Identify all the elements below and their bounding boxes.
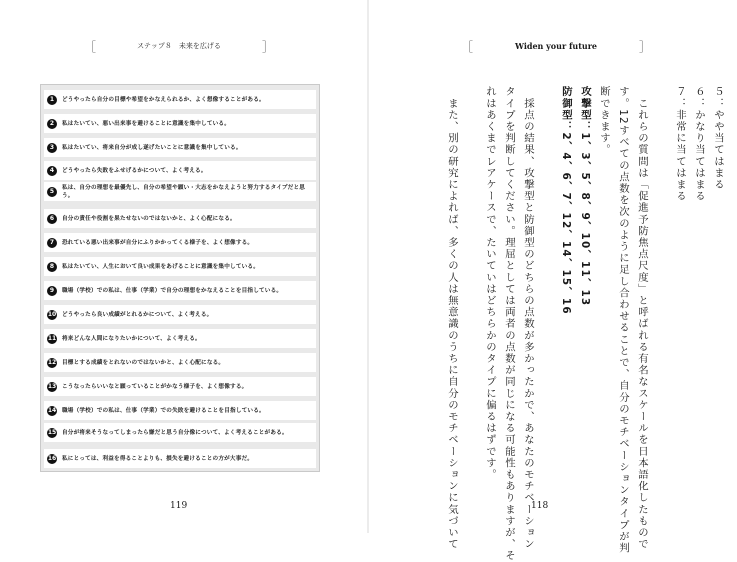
right-page	[369, 0, 737, 562]
question-text: どうやったら良い成績がとれるかについて、よく考える。	[62, 311, 213, 318]
question-item	[44, 377, 316, 396]
question-item	[44, 449, 316, 468]
text-column: 採点の結果、攻撃型と防御型のどちらの点数が多かったかで、あなたのモチベーション	[522, 86, 534, 550]
question-item	[44, 281, 316, 300]
question-number-badge: 2	[47, 119, 57, 129]
question-number-badge: 3	[47, 143, 57, 153]
text-column: す。12すべての点数を次のように足し合わせることで、自分のモチベーションタイプが判	[617, 86, 629, 555]
question-text: 自分の責任や役割を果たせないのではないかと、よく心配になる。	[62, 215, 236, 222]
right-page-number: 118	[531, 501, 549, 511]
left-page-number: 119	[170, 501, 188, 511]
question-number-badge: 9	[47, 286, 57, 296]
question-text: 私はたいてい、人生において良い成果をあげることに意識を集中している。	[62, 263, 259, 270]
question-item	[44, 423, 316, 442]
question-number-badge: 11	[47, 335, 57, 342]
left-header-title: ステップ８ 未来を広げる	[137, 42, 221, 50]
header-bracket-open: ［	[461, 39, 474, 54]
question-item	[44, 182, 316, 201]
question-number-badge: 14	[47, 407, 57, 414]
right-header-title: Widen your future	[514, 41, 598, 51]
question-text: どうやったら失敗をふせげるかについて、よく考える。	[62, 167, 207, 174]
text-column: れはあくまでレアケースで、たいていはどちらかのタイプに偏るはずです。	[484, 86, 496, 481]
question-item	[44, 209, 316, 228]
left-page-header	[84, 38, 274, 54]
right-page-header	[461, 38, 651, 54]
question-text: 自分が将来そうなってしまったら嫌だと思う自分像について、よく考えることがある。	[62, 429, 288, 436]
text-column: これらの質問は「促進予防焦点尺度」と呼ばれる有名なスケールを日本語化したもので	[636, 86, 648, 550]
question-number-badge: 7	[47, 238, 57, 248]
header-bracket-open: ［	[84, 39, 97, 54]
text-column: 攻撃型：1、3、5、8、9、10、11、13	[579, 86, 591, 307]
text-column: ７：非常に当てはまる	[674, 86, 686, 202]
question-item	[44, 353, 316, 372]
question-text: 私にとっては、利益を得ることよりも、損失を避けることの方が大事だ。	[62, 455, 254, 462]
question-list	[40, 84, 320, 472]
text-column: タイプを判断してください。理屈としては両者の点数が同じになる可能性もありますが、そ	[503, 86, 515, 562]
question-number-badge: 13	[47, 383, 57, 390]
question-text: 私はたいてい、将来自分が成し遂げたいことに意識を集中している。	[62, 144, 242, 151]
question-text: 目標とする成績をとれないのではないかと、よく心配になる。	[62, 359, 225, 366]
question-item	[44, 233, 316, 252]
question-number-badge: 10	[47, 311, 57, 318]
question-text: 職場（学校）での私は、仕事（学業）での失敗を避けることを目指している。	[62, 407, 265, 414]
question-text: 私はたいてい、悪い出来事を避けることに意識を集中している。	[62, 120, 231, 127]
question-text: 恐れている悪い出来事が自分にふりかかってくる様子を、よく想像する。	[62, 239, 254, 246]
question-number-badge: 4	[47, 166, 57, 176]
text-column: ５：やや当てはまる	[712, 86, 724, 191]
question-number-badge: 1	[47, 95, 57, 105]
question-item	[44, 114, 316, 133]
question-item	[44, 138, 316, 157]
question-number-badge: 8	[47, 262, 57, 272]
question-number-badge: 12	[47, 359, 57, 366]
question-number-badge: 16	[47, 455, 57, 462]
question-item	[44, 305, 316, 324]
question-text: どうやったら自分の目標や希望をかなえられるか、よく想像することがある。	[62, 96, 265, 103]
question-text: 私は、自分の理想を最優先し、自分の希望や願い・大志をかなえようと努力するタイプだと思う。	[62, 184, 306, 199]
question-text: 職場（学校）での私は、仕事（学業）で自分の理想をかなえることを目指している。	[62, 287, 283, 294]
question-item	[44, 257, 316, 276]
question-text: 将来どんな人間になりたいかについて、よく考える。	[62, 335, 201, 342]
header-bracket-close: ］	[261, 39, 274, 54]
question-item	[44, 329, 316, 348]
header-bracket-close: ］	[638, 39, 651, 54]
question-item	[44, 90, 316, 109]
text-column: ６：かなり当てはまる	[693, 86, 705, 202]
question-number-badge: 6	[47, 214, 57, 224]
text-column: 断できます。	[598, 86, 610, 156]
question-item	[44, 161, 316, 180]
question-text: こうなったらいいなと願っていることがかなう様子を、よく想像する。	[62, 383, 248, 390]
question-item	[44, 401, 316, 420]
question-number-badge: 5	[47, 187, 57, 197]
text-column: また、別の研究によれば、多くの人は無意識のうちに自分のモチベーションに気づいて	[446, 86, 458, 550]
text-column: 防御型：2、4、6、7、12、14、15、16	[560, 86, 572, 315]
left-page	[0, 0, 368, 533]
question-number-badge: 15	[47, 429, 57, 436]
